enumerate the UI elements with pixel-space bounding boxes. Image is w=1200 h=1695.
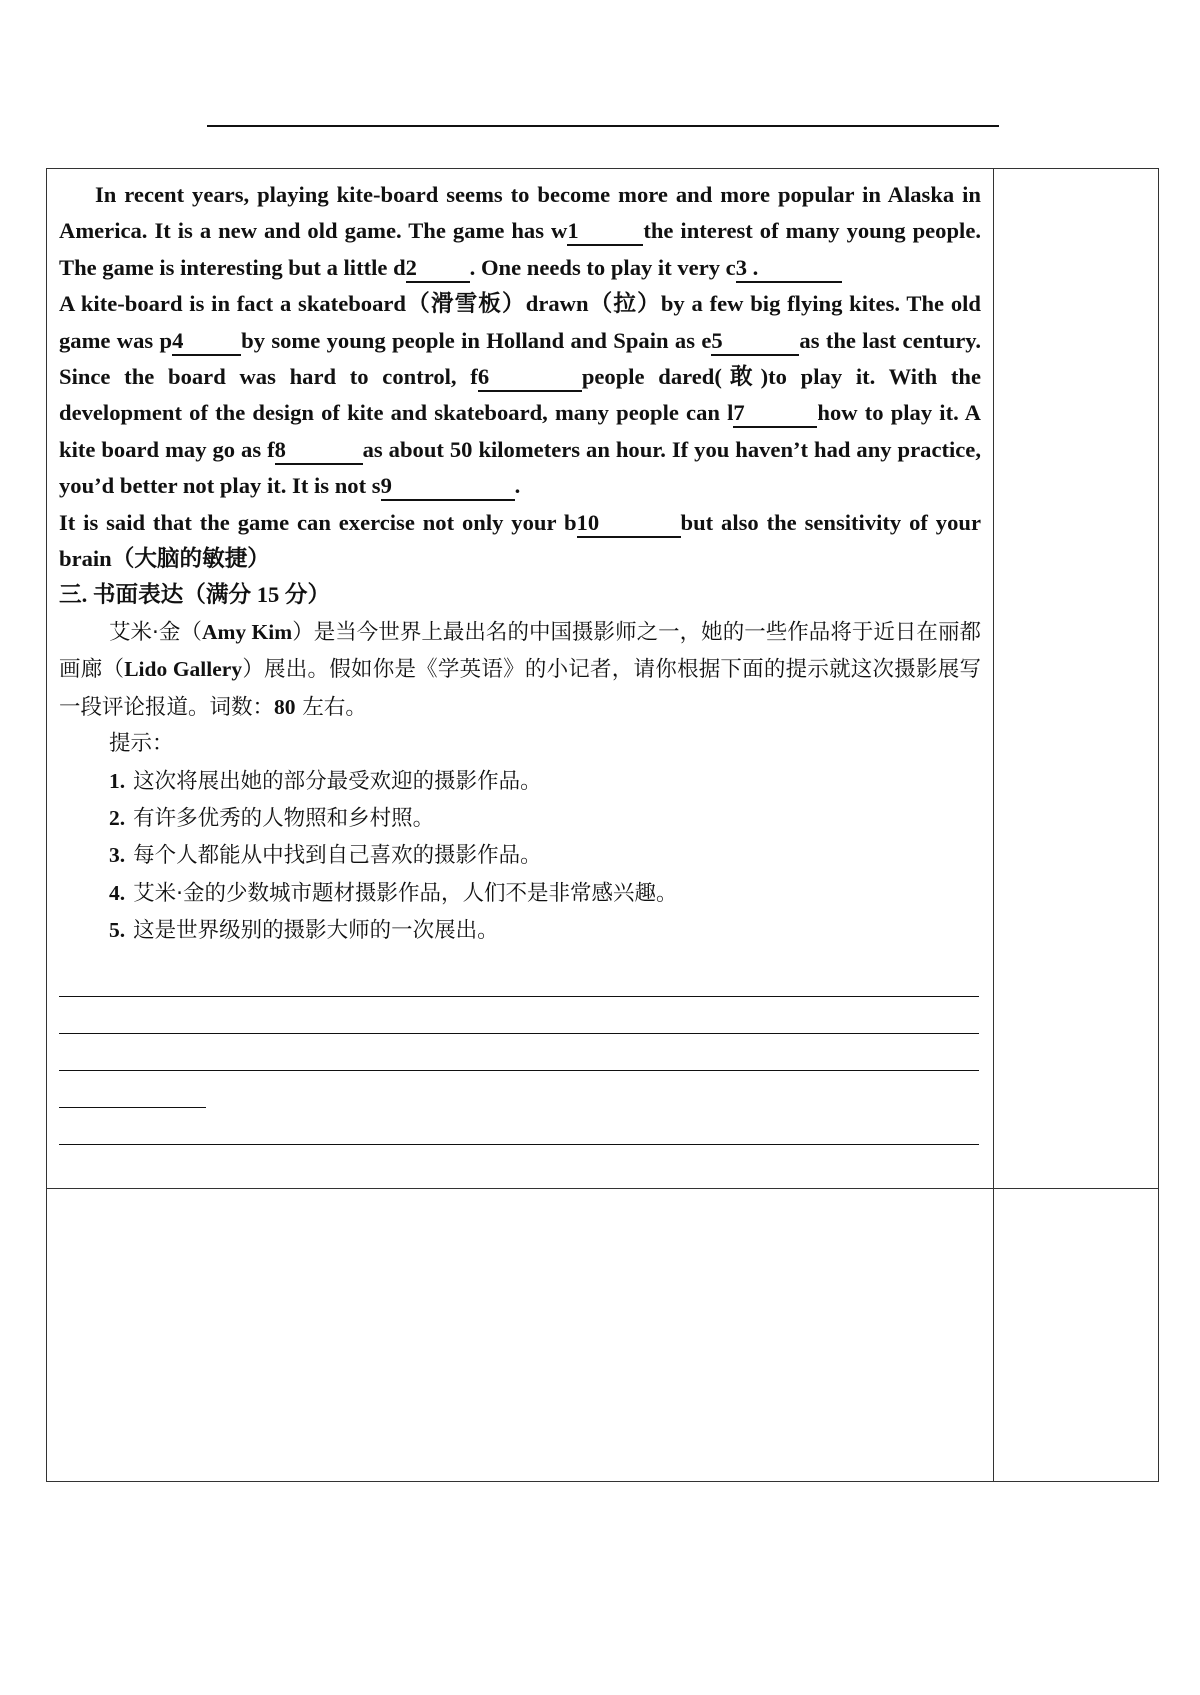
blank-7[interactable] [733,400,817,428]
task-text: ）是当今世界上最出名的中国摄影师之一，她的一些作品将于近日在丽都画廊（ [59,619,981,683]
passage-text: . [514,473,521,499]
list-item [59,763,981,800]
list-item [59,875,981,912]
blank-number: 6 [477,364,490,390]
task-text: 艾米·金（ [109,619,202,645]
hint-text: 有许多优秀的人物照和乡村照。 [133,805,435,831]
passage-text: people dared(敢)to play it. With the development of the design of kite and skateboard, many people can l [59,364,981,426]
hint-number: 1. [109,768,126,793]
blank-number: 7 [733,400,745,426]
blank-6[interactable] [478,364,582,392]
passage-text: the interest of many young people. The game is interesting but a little d [59,218,981,280]
hint-number: 2. [109,805,126,830]
list-item [59,912,981,949]
writing-task [59,614,981,726]
worksheet-table [46,168,1159,1482]
hint-text: 这次将展出她的部分最受欢迎的摄影作品。 [133,768,542,794]
table-row [47,169,1159,1189]
blank-2[interactable] [406,255,470,283]
passage-paragraph-1 [59,177,981,286]
section-title-text: 三. 书面表达（满分 15 分） [59,582,331,608]
passage-text: . One needs to play it very c [469,254,736,280]
hint-text: 每个人都能从中找到自己喜欢的摄影作品。 [133,843,542,869]
main-content-cell [47,169,994,1189]
blank-10[interactable] [577,510,681,538]
task-text: ）展出。假如你是《学英语》的小记者，请你根据下面的提示就这次摄影展写一段评论报道。词数： [59,657,981,720]
blank-5[interactable] [711,328,799,356]
content-area [47,169,993,1145]
hint-text: 这是世界级别的摄影大师的一次展出。 [133,918,499,944]
passage-text: A kite-board is in fact a skateboard（滑雪板）drawn（拉）by a few big flying kites. The old game was p [59,291,981,353]
hint-number: 5. [109,918,126,943]
task-text-en: Amy Kim [201,619,293,644]
table-row [47,1189,1159,1482]
passage-text: but also the sensitivity of your brain（大脑的敏捷） [59,509,981,572]
passage-paragraph-2 [59,286,981,504]
side-notes-cell [993,169,1158,1189]
side-notes-cell [993,1189,1158,1482]
blank-9[interactable] [381,473,515,501]
task-word-count: 80 [274,694,296,719]
answer-line[interactable] [59,1034,979,1071]
passage-paragraph-3 [59,505,981,578]
passage-text: It is said that the game can exercise not only your b [59,509,577,535]
hint-number: 4. [109,880,126,905]
hint-text: 艾米·金的少数城市题材摄影作品，人们不是非常感兴趣。 [133,880,678,906]
passage-text: by some young people in Holland and Spain as e [241,327,712,353]
passage-text: how to play it. A kite board may go as f [59,400,981,462]
blank-number: 3 . [735,254,759,280]
blank-4[interactable] [172,328,241,356]
blank-number: 2 [405,254,417,280]
blank-1[interactable] [567,218,643,246]
list-item [59,800,981,837]
list-item [59,837,981,874]
empty-content-cell [47,1189,994,1482]
hint-heading: 提示： [109,731,174,757]
blank-number: 4 [172,327,184,353]
blank-number: 5 [711,327,723,353]
passage-text: as about 50 kilometers an hour. If you haven’t had any practice, you’d better not play it. It is not s [59,436,981,499]
blank-number: 9 [380,473,392,499]
header-rule [207,125,999,127]
blank-number: 1 [567,218,579,244]
blank-3[interactable] [736,255,842,283]
answer-lines[interactable] [59,960,981,1145]
answer-line[interactable] [59,960,979,997]
blank-8[interactable] [275,437,363,465]
answer-line[interactable] [59,1071,206,1108]
blank-number: 8 [274,436,286,462]
answer-line[interactable] [59,997,979,1034]
answer-line[interactable] [59,1108,979,1145]
hint-list [59,763,981,950]
passage-text: In recent years, playing kite-board seems to become more and more popular in Alaska in America. It is a new and old game. The game has w [59,182,981,244]
section-title [59,577,981,613]
passage-text: as the last century. Since the board was hard to control, f [59,327,981,390]
task-text-en: Lido Gallery [124,657,243,682]
hint-number: 3. [109,843,126,868]
blank-number: 10 [576,509,600,535]
task-text: 左右。 [295,694,367,720]
